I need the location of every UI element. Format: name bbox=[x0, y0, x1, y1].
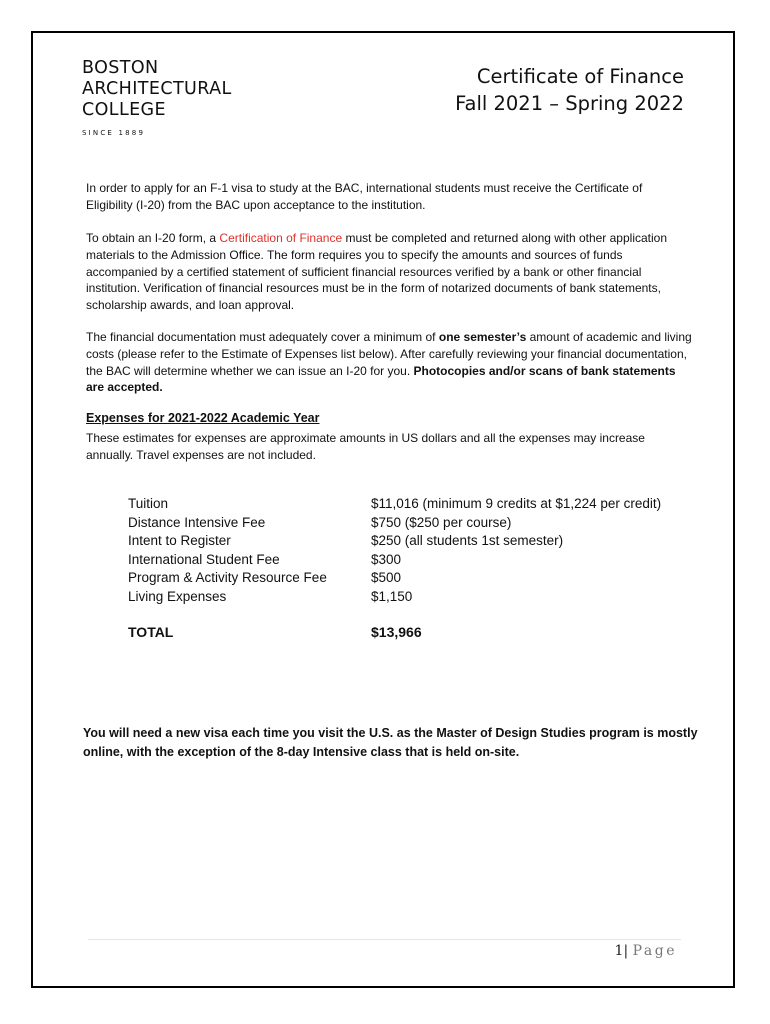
page-number-value: 1 bbox=[614, 943, 624, 959]
title-line-1: Certificate of Finance bbox=[476, 65, 684, 88]
total-row bbox=[128, 624, 661, 640]
expense-value: $1,150 bbox=[371, 588, 413, 604]
expense-value: $250 (all students 1st semester) bbox=[371, 533, 564, 549]
page-separator: | bbox=[623, 943, 629, 959]
p2-text-after: must be completed and returned along with other application materials to the Admission Office. The form requires you to specify the amounts and sources of funds accompanied by a certified statement of sufficient financial resources verified by a bank or other financial institution. Verification of financial resources must be in the form of notarized documents of bank statements, scholarship awards, and loan approval. bbox=[86, 231, 668, 313]
document-title bbox=[455, 63, 684, 117]
expense-label: Distance Intensive Fee bbox=[128, 514, 266, 530]
p2-text-before: To obtain an I-20 form, a bbox=[86, 231, 220, 245]
visa-notice: You will need a new visa each time you visit the U.S. as the Master of Design Studies program is mostly online, with the exception of the 8-day Intensive class that is held on-site. bbox=[83, 726, 698, 759]
expense-row bbox=[128, 532, 661, 551]
p3-text-b: amount of academic and living costs (please refer to the Estimate of Expenses list below). After carefully reviewing your financial documentation, the BAC will determine whether we can issue an I-20 for you. bbox=[86, 330, 692, 378]
intro-paragraph-3 bbox=[86, 329, 692, 396]
title-line-2: Fall 2021 – Spring 2022 bbox=[455, 92, 684, 115]
p3-bold-semester: one semester’s bbox=[438, 330, 527, 344]
expense-label: Intent to Register bbox=[128, 533, 231, 549]
bac-logo bbox=[82, 58, 232, 137]
page-number bbox=[615, 943, 677, 959]
logo-line-1: BOSTON bbox=[82, 58, 159, 78]
expenses-heading: Expenses for 2021-2022 Academic Year bbox=[86, 411, 320, 425]
logo-since: SINCE 1889 bbox=[82, 129, 146, 137]
expense-row bbox=[128, 588, 661, 607]
intro-paragraph-2 bbox=[86, 230, 692, 314]
expense-value: $750 ($250 per course) bbox=[371, 514, 512, 530]
expense-label: Tuition bbox=[128, 496, 169, 511]
expense-value: $500 bbox=[371, 570, 402, 586]
expenses-table bbox=[128, 495, 661, 640]
total-label: TOTAL bbox=[128, 623, 174, 640]
footer-divider bbox=[88, 939, 681, 940]
total-value: $13,966 bbox=[371, 623, 422, 640]
logo-line-2: ARCHITECTURAL bbox=[82, 79, 232, 99]
p3-text-a: The financial documentation must adequately cover a minimum of bbox=[86, 330, 439, 344]
expense-row bbox=[128, 495, 661, 514]
expense-label: International Student Fee bbox=[128, 551, 280, 567]
expense-value: $300 bbox=[371, 551, 402, 567]
expense-row bbox=[128, 551, 661, 570]
expense-row bbox=[128, 569, 661, 588]
page-label: Page bbox=[632, 943, 677, 959]
expense-value: $11,016 (minimum 9 credits at $1,224 per credit) bbox=[371, 496, 662, 511]
expense-row bbox=[128, 514, 661, 533]
certification-of-finance-link[interactable]: Certification of Finance bbox=[219, 231, 343, 245]
intro-paragraph-1: In order to apply for an F-1 visa to study at the BAC, international students must receive the Certificate of Eligibility (I-20) from the BAC upon acceptance to the institution. bbox=[86, 181, 643, 212]
expense-label: Living Expenses bbox=[128, 588, 227, 604]
expenses-description: These estimates for expenses are approximate amounts in US dollars and all the expenses may increase annually. Travel expenses are not included. bbox=[86, 431, 645, 462]
logo-line-3: COLLEGE bbox=[82, 100, 166, 120]
expense-label: Program & Activity Resource Fee bbox=[128, 570, 327, 586]
p3-bold-photocopies: Photocopies and/or scans of bank statements are accepted. bbox=[86, 363, 676, 395]
